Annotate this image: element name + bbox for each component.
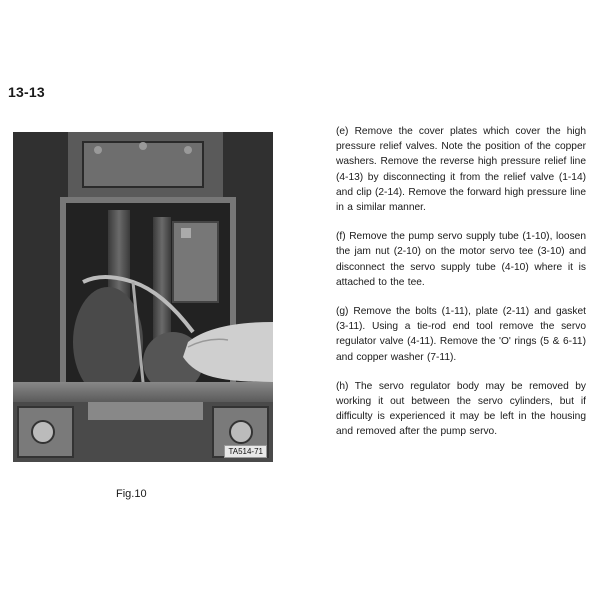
paragraph-h: (h) The servo regulator body may be removed by working it out between the servo cylinders, but if difficulty is experienced it may be left in the housing and removed after the pump servo. <box>336 380 586 438</box>
paragraph-f: (f) Remove the pump servo supply tube (1-10), loosen the jam nut (2-10) on the motor servo tee (3-10) and disconnect the servo supply tube (4-10) where it is attached to the tee. <box>336 231 586 288</box>
instruction-text <box>336 124 586 454</box>
paragraph-e: (e) Remove the cover plates which cover the high pressure relief valves. Note the position of the copper washers. Remove the reverse high pressure relief line (4-13) by disconnecting it from the relief valve (1-14) and clip (2-14). Remove the forward high pressure line in a similar manner. <box>336 126 586 214</box>
photo-reference-tag: TA514-71 <box>224 445 267 458</box>
paragraph-g: (g) Remove the bolts (1-11), plate (2-11) and gasket (3-11). Using a tie-rod end tool remove the servo regulator valve (4-11). Remove the 'O' rings (5 & 6-11) and copper washer (7-11). <box>336 306 586 363</box>
page-number: 13-13 <box>8 84 45 100</box>
figure-caption: Fig.10 <box>116 488 147 500</box>
figure-photo <box>13 132 273 462</box>
machinery-photo-image <box>13 132 273 462</box>
